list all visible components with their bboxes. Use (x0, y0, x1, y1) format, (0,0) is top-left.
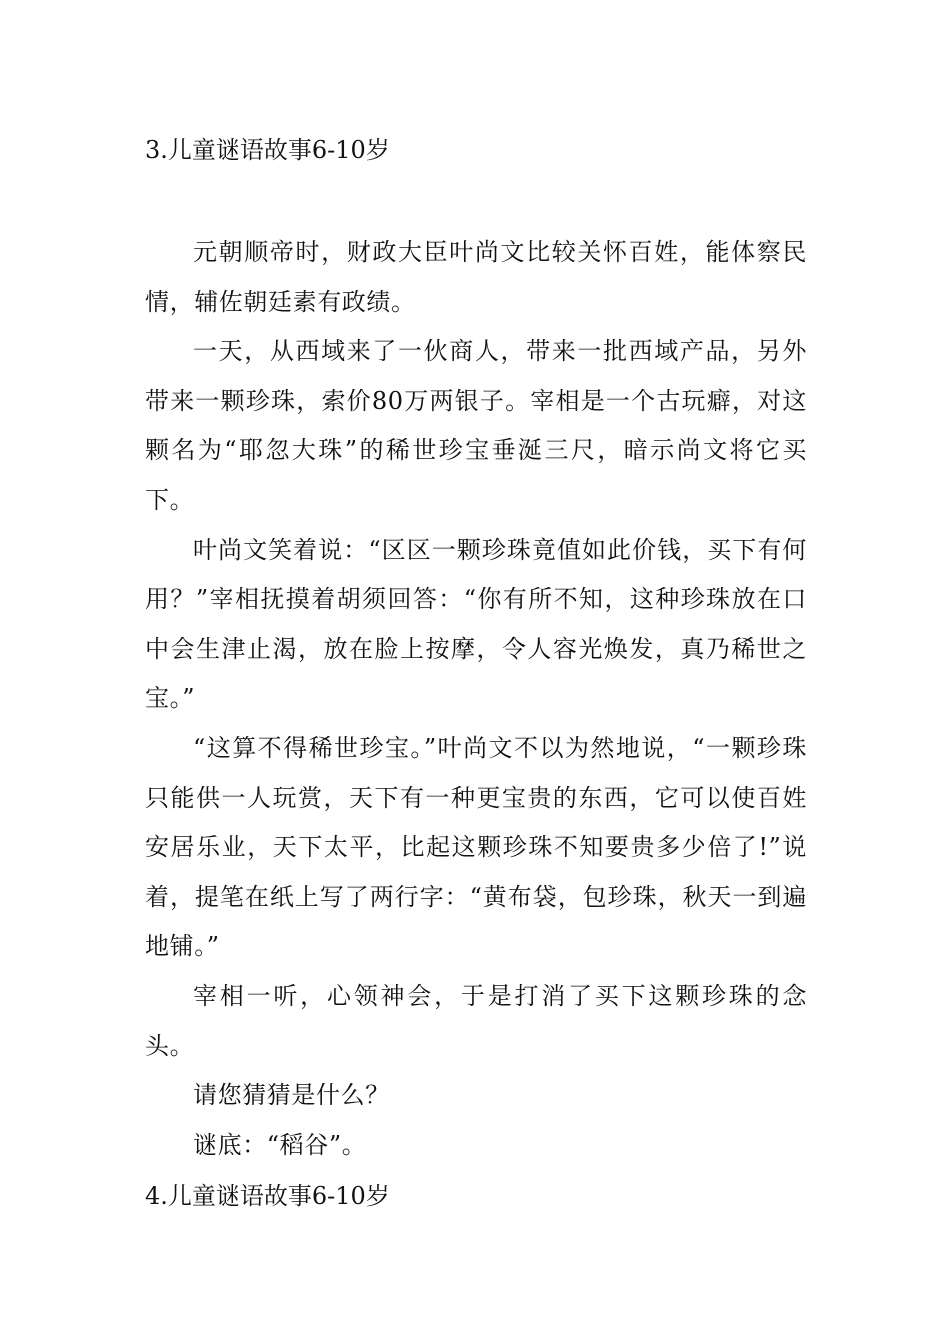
paragraph-dialogue: 叶尚文笑着说：“区区一颗珍珠竟值如此价钱，买下有何用？”宰相抚摸着胡须回答：“你有所不知，这种珍珠放在口中会生津止渴，放在脸上按摩，令人容光焕发，真乃稀世之宝。” (145, 535, 807, 713)
section-3-heading: 3.儿童谜语故事6-10岁 (145, 136, 390, 164)
section-4-heading: 4.儿童谜语故事6-10岁 (145, 1182, 390, 1210)
paragraph-intro: 元朝顺帝时，财政大臣叶尚文比较关怀百姓，能体察民情，辅佐朝廷素有政绩。 (145, 238, 807, 316)
paragraph-conclusion: 宰相一听，心领神会，于是打消了买下这颗珍珠的念头。 (145, 981, 807, 1060)
paragraph-answer: 谜底：“稻谷”。 (193, 1130, 367, 1159)
paragraph-question: 请您猜猜是什么？ (193, 1081, 390, 1110)
paragraph-reply: “这算不得稀世珍宝。”叶尚文不以为然地说，“一颗珍珠只能供一人玩赏，天下有一种更宝贵的东西，它可以使百姓安居乐业，天下太平，比起这颗珍珠不知要贵多少倍了!”说着，提笔在纸上写了两行字：“黄布袋，包珍珠，秋天一到遍地铺。” (145, 733, 807, 961)
paragraph-merchants: 一天，从西域来了一伙商人，带来一批西域产品，另外带来一颗珍珠，索价80万两银子。宰相是一个古玩癖，对这颗名为“耶忽大珠”的稀世珍宝垂涎三尺，暗示尚文将它买下。 (145, 337, 807, 514)
story-body (145, 228, 807, 1170)
